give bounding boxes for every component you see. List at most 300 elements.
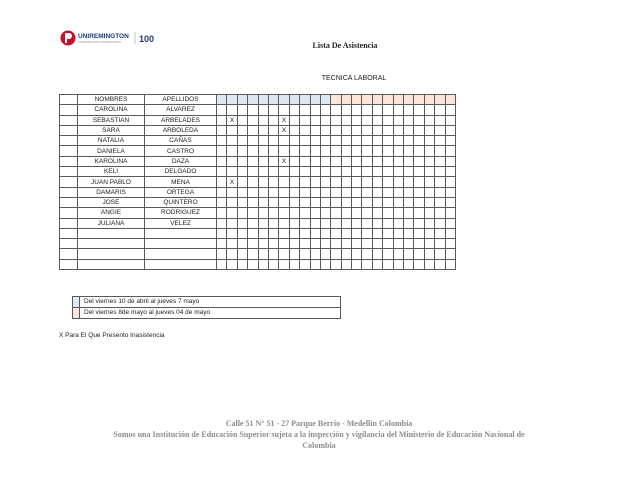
cell-nombre: JULIANA	[78, 218, 145, 228]
attendance-cell	[383, 218, 393, 228]
attendance-cell	[362, 197, 372, 207]
attendance-cell	[383, 208, 393, 218]
cell-apellido: ARBELADES	[145, 115, 217, 125]
attendance-cell	[435, 208, 445, 218]
legend-label: Del viernes 8de mayo al jueves 04 de mayo	[80, 308, 341, 319]
attendance-cell	[320, 177, 330, 187]
attendance-table	[59, 94, 456, 270]
attendance-cell	[383, 167, 393, 177]
attendance-cell	[268, 259, 278, 269]
attendance-cell	[404, 136, 414, 146]
attendance-cell	[341, 208, 351, 218]
attendance-cell	[352, 208, 362, 218]
attendance-cell	[289, 239, 299, 249]
attendance-cell	[383, 177, 393, 187]
attendance-cell	[320, 156, 330, 166]
attendance-cell	[445, 125, 455, 135]
attendance-cell	[300, 167, 310, 177]
attendance-cell	[237, 249, 247, 259]
attendance-cell	[331, 208, 341, 218]
row-margin-cell	[60, 177, 78, 187]
logo-100: 100	[139, 34, 155, 44]
attendance-cell	[393, 167, 403, 177]
attendance-cell	[268, 218, 278, 228]
cell-nombre	[78, 228, 145, 238]
attendance-cell	[404, 228, 414, 238]
row-margin-cell	[60, 167, 78, 177]
attendance-cell	[331, 249, 341, 259]
attendance-cell	[435, 136, 445, 146]
attendance-cell	[404, 95, 414, 105]
legend-swatch-week2	[73, 308, 80, 319]
attendance-cell	[331, 187, 341, 197]
attendance-cell	[268, 125, 278, 135]
attendance-cell	[424, 197, 434, 207]
logo-name: UNIREMINGTON	[78, 33, 129, 40]
attendance-cell	[341, 156, 351, 166]
attendance-cell	[341, 187, 351, 197]
attendance-cell	[445, 167, 455, 177]
attendance-cell	[248, 167, 258, 177]
attendance-cell	[227, 156, 237, 166]
attendance-cell	[227, 208, 237, 218]
attendance-cell	[268, 187, 278, 197]
attendance-cell	[341, 105, 351, 115]
attendance-cell	[331, 239, 341, 249]
attendance-cell	[289, 136, 299, 146]
attendance-cell	[289, 208, 299, 218]
attendance-cell	[414, 197, 424, 207]
attendance-cell	[435, 177, 445, 187]
attendance-cell	[362, 95, 372, 105]
attendance-cell	[445, 208, 455, 218]
page-title: Lista De Asistencia	[312, 41, 378, 50]
cell-apellido: CASTRO	[145, 146, 217, 156]
attendance-cell	[310, 239, 320, 249]
attendance-cell	[362, 208, 372, 218]
attendance-cell	[445, 259, 455, 269]
attendance-cell	[331, 115, 341, 125]
attendance-cell	[372, 105, 382, 115]
attendance-cell	[268, 95, 278, 105]
attendance-cell	[372, 115, 382, 125]
attendance-cell	[372, 156, 382, 166]
attendance-cell	[227, 136, 237, 146]
legend-swatch-week1	[73, 297, 80, 308]
attendance-cell	[404, 259, 414, 269]
attendance-cell	[362, 105, 372, 115]
attendance-cell	[217, 197, 227, 207]
attendance-cell	[424, 95, 434, 105]
attendance-cell	[393, 249, 403, 259]
attendance-cell	[279, 136, 289, 146]
attendance-cell	[352, 239, 362, 249]
attendance-cell	[424, 187, 434, 197]
attendance-cell	[435, 146, 445, 156]
attendance-cell	[248, 146, 258, 156]
attendance-cell	[248, 187, 258, 197]
attendance-cell	[279, 208, 289, 218]
attendance-cell	[289, 125, 299, 135]
cell-apellido	[145, 228, 217, 238]
attendance-cell	[435, 115, 445, 125]
attendance-cell	[289, 187, 299, 197]
attendance-cell	[300, 177, 310, 187]
attendance-cell	[362, 136, 372, 146]
attendance-cell	[279, 259, 289, 269]
cell-nombre: SARA	[78, 125, 145, 135]
attendance-cell	[237, 218, 247, 228]
attendance-cell	[445, 105, 455, 115]
attendance-cell	[362, 218, 372, 228]
attendance-cell	[404, 187, 414, 197]
attendance-cell	[341, 259, 351, 269]
program-name: TECNICA LABORAL	[321, 75, 387, 82]
attendance-cell	[300, 146, 310, 156]
attendance-cell	[352, 167, 362, 177]
attendance-cell	[341, 177, 351, 187]
attendance-cell	[237, 228, 247, 238]
attendance-cell	[372, 249, 382, 259]
attendance-cell	[268, 105, 278, 115]
attendance-cell: X	[227, 115, 237, 125]
attendance-cell	[217, 156, 227, 166]
attendance-cell	[217, 249, 227, 259]
attendance-cell	[268, 239, 278, 249]
attendance-cell	[341, 197, 351, 207]
attendance-cell	[227, 249, 237, 259]
table-row	[60, 105, 456, 115]
cell-apellido: DAZA	[145, 156, 217, 166]
attendance-cell	[310, 208, 320, 218]
attendance-cell	[372, 95, 382, 105]
attendance-cell	[414, 239, 424, 249]
attendance-cell	[217, 259, 227, 269]
attendance-cell	[227, 239, 237, 249]
attendance-cell	[393, 208, 403, 218]
attendance-cell	[445, 146, 455, 156]
attendance-cell	[393, 187, 403, 197]
attendance-cell	[372, 125, 382, 135]
attendance-cell	[352, 259, 362, 269]
attendance-cell	[331, 167, 341, 177]
attendance-cell	[445, 95, 455, 105]
attendance-cell	[383, 105, 393, 115]
table-row	[60, 239, 456, 249]
attendance-cell	[341, 115, 351, 125]
attendance-cell	[320, 146, 330, 156]
attendance-cell	[393, 95, 403, 105]
attendance-cell	[289, 105, 299, 115]
attendance-cell	[435, 259, 445, 269]
attendance-cell	[310, 218, 320, 228]
attendance-cell	[331, 197, 341, 207]
attendance-cell	[300, 239, 310, 249]
attendance-cell	[227, 218, 237, 228]
cell-apellido: QUINTERO	[145, 197, 217, 207]
attendance-cell	[320, 218, 330, 228]
row-margin-cell	[60, 115, 78, 125]
attendance-cell	[414, 228, 424, 238]
attendance-cell	[227, 259, 237, 269]
attendance-cell	[310, 197, 320, 207]
attendance-cell	[341, 228, 351, 238]
attendance-cell	[352, 156, 362, 166]
attendance-cell	[393, 136, 403, 146]
attendance-cell	[248, 125, 258, 135]
attendance-cell	[414, 177, 424, 187]
attendance-cell	[445, 187, 455, 197]
attendance-cell	[414, 125, 424, 135]
attendance-cell	[383, 239, 393, 249]
attendance-cell	[445, 239, 455, 249]
attendance-cell	[237, 167, 247, 177]
attendance-cell	[248, 105, 258, 115]
attendance-cell	[268, 136, 278, 146]
table-row	[60, 208, 456, 218]
table-row	[60, 136, 456, 146]
attendance-cell	[217, 146, 227, 156]
attendance-cell	[341, 167, 351, 177]
attendance-cell	[352, 177, 362, 187]
attendance-cell	[352, 249, 362, 259]
row-margin-cell	[60, 249, 78, 259]
attendance-cell	[237, 259, 247, 269]
attendance-cell	[320, 249, 330, 259]
attendance-cell	[310, 105, 320, 115]
attendance-cell	[248, 218, 258, 228]
attendance-cell	[320, 95, 330, 105]
attendance-cell	[217, 115, 227, 125]
row-margin-cell	[60, 95, 78, 105]
attendance-cell	[362, 156, 372, 166]
attendance-cell: X	[279, 115, 289, 125]
attendance-cell	[289, 228, 299, 238]
cell-nombre: DAMARIS	[78, 187, 145, 197]
attendance-cell	[310, 156, 320, 166]
attendance-cell	[372, 136, 382, 146]
attendance-cell	[279, 177, 289, 187]
cell-apellido: ARBOLEDA	[145, 125, 217, 135]
attendance-cell	[362, 125, 372, 135]
attendance-cell	[414, 115, 424, 125]
attendance-cell	[237, 105, 247, 115]
attendance-cell	[248, 156, 258, 166]
attendance-cell	[404, 156, 414, 166]
attendance-cell	[217, 105, 227, 115]
attendance-cell	[217, 177, 227, 187]
attendance-cell	[435, 249, 445, 259]
cell-apellido	[145, 249, 217, 259]
attendance-cell	[258, 156, 268, 166]
attendance-cell	[424, 259, 434, 269]
attendance-cell	[258, 115, 268, 125]
attendance-cell	[372, 167, 382, 177]
attendance-cell	[248, 239, 258, 249]
attendance-cell	[404, 208, 414, 218]
attendance-cell	[258, 146, 268, 156]
cell-nombre	[78, 249, 145, 259]
attendance-cell	[424, 156, 434, 166]
attendance-cell	[289, 259, 299, 269]
attendance-cell	[435, 125, 445, 135]
attendance-cell	[258, 136, 268, 146]
attendance-cell	[414, 167, 424, 177]
attendance-cell	[372, 239, 382, 249]
table-row	[60, 125, 456, 135]
attendance-cell	[424, 115, 434, 125]
attendance-cell	[237, 156, 247, 166]
attendance-cell	[435, 95, 445, 105]
attendance-cell	[217, 136, 227, 146]
absence-note: X Para El Que Presento Inasistencia	[59, 332, 165, 339]
attendance-cell	[237, 208, 247, 218]
legend-item	[73, 308, 341, 319]
attendance-cell	[372, 187, 382, 197]
attendance-cell	[341, 146, 351, 156]
row-margin-cell	[60, 187, 78, 197]
attendance-cell	[279, 197, 289, 207]
attendance-cell	[300, 197, 310, 207]
attendance-cell	[300, 136, 310, 146]
attendance-cell	[341, 125, 351, 135]
legend	[72, 296, 341, 319]
attendance-cell	[258, 125, 268, 135]
attendance-cell	[445, 197, 455, 207]
attendance-cell	[414, 208, 424, 218]
attendance-cell	[383, 146, 393, 156]
attendance-cell	[362, 228, 372, 238]
table-row	[60, 249, 456, 259]
attendance-cell	[248, 208, 258, 218]
attendance-cell	[331, 105, 341, 115]
attendance-cell	[258, 218, 268, 228]
attendance-cell	[414, 156, 424, 166]
attendance-cell	[372, 146, 382, 156]
attendance-cell: X	[279, 156, 289, 166]
attendance-cell	[227, 146, 237, 156]
attendance-cell	[279, 167, 289, 177]
row-margin-cell	[60, 125, 78, 135]
attendance-cell	[320, 259, 330, 269]
footer	[60, 418, 578, 451]
cell-apellido: RODRIGUEZ	[145, 208, 217, 218]
attendance-cell	[424, 208, 434, 218]
attendance-cell	[435, 197, 445, 207]
attendance-cell	[435, 156, 445, 166]
cell-nombre: DANIELA	[78, 146, 145, 156]
attendance-cell	[341, 95, 351, 105]
attendance-cell	[217, 208, 227, 218]
attendance-cell	[258, 259, 268, 269]
attendance-cell	[362, 259, 372, 269]
attendance-cell	[393, 177, 403, 187]
attendance-cell	[310, 259, 320, 269]
attendance-cell	[289, 115, 299, 125]
attendance-cell	[424, 105, 434, 115]
row-margin-cell	[60, 208, 78, 218]
attendance-cell	[352, 187, 362, 197]
attendance-cell	[393, 197, 403, 207]
attendance-cell	[352, 105, 362, 115]
table-row	[60, 218, 456, 228]
attendance-cell	[404, 146, 414, 156]
row-margin-cell	[60, 146, 78, 156]
attendance-cell	[279, 228, 289, 238]
column-header-apellidos: APELLIDOS	[145, 95, 217, 105]
footer-statement: Somos una Institución de Educación Superior sujeta a la inspección y vigilancia del Ministerio de Educación Nacional de	[113, 430, 525, 439]
attendance-cell	[445, 249, 455, 259]
attendance-cell	[248, 115, 258, 125]
attendance-cell	[279, 105, 289, 115]
attendance-cell	[217, 239, 227, 249]
attendance-cell	[248, 228, 258, 238]
attendance-cell	[393, 156, 403, 166]
cell-nombre: KAROLINA	[78, 156, 145, 166]
cell-nombre: CAROLINA	[78, 105, 145, 115]
attendance-cell	[414, 95, 424, 105]
attendance-cell	[300, 259, 310, 269]
attendance-cell	[362, 115, 372, 125]
attendance-cell	[300, 208, 310, 218]
row-margin-cell	[60, 156, 78, 166]
attendance-cell	[393, 146, 403, 156]
column-header-nombres: NOMBRES	[78, 95, 145, 105]
attendance-cell	[237, 95, 247, 105]
attendance-cell	[279, 239, 289, 249]
attendance-cell	[320, 208, 330, 218]
attendance-cell	[435, 218, 445, 228]
attendance-cell	[393, 218, 403, 228]
cell-apellido: ALVAREZ	[145, 105, 217, 115]
attendance-cell	[424, 218, 434, 228]
attendance-cell	[310, 125, 320, 135]
attendance-cell	[289, 146, 299, 156]
attendance-cell	[289, 177, 299, 187]
table-row	[60, 115, 456, 125]
attendance-cell	[372, 197, 382, 207]
attendance-cell	[320, 228, 330, 238]
attendance-cell	[424, 136, 434, 146]
attendance-cell	[414, 249, 424, 259]
attendance-cell	[248, 249, 258, 259]
attendance-cell	[352, 115, 362, 125]
attendance-cell	[435, 239, 445, 249]
attendance-cell	[300, 228, 310, 238]
attendance-cell	[237, 136, 247, 146]
attendance-cell	[393, 105, 403, 115]
attendance-cell	[268, 156, 278, 166]
attendance-cell	[424, 146, 434, 156]
table-row	[60, 228, 456, 238]
attendance-cell	[279, 146, 289, 156]
cell-apellido: VELEZ	[145, 218, 217, 228]
cell-nombre: ANGIE	[78, 208, 145, 218]
cell-nombre: KELI	[78, 167, 145, 177]
attendance-cell	[393, 259, 403, 269]
attendance-cell	[383, 249, 393, 259]
attendance-cell	[310, 136, 320, 146]
attendance-cell	[300, 156, 310, 166]
attendance-cell	[310, 177, 320, 187]
attendance-cell	[424, 228, 434, 238]
attendance-cell	[435, 228, 445, 238]
attendance-cell	[248, 177, 258, 187]
attendance-cell	[300, 105, 310, 115]
attendance-cell	[404, 197, 414, 207]
attendance-cell	[383, 95, 393, 105]
table-row	[60, 177, 456, 187]
